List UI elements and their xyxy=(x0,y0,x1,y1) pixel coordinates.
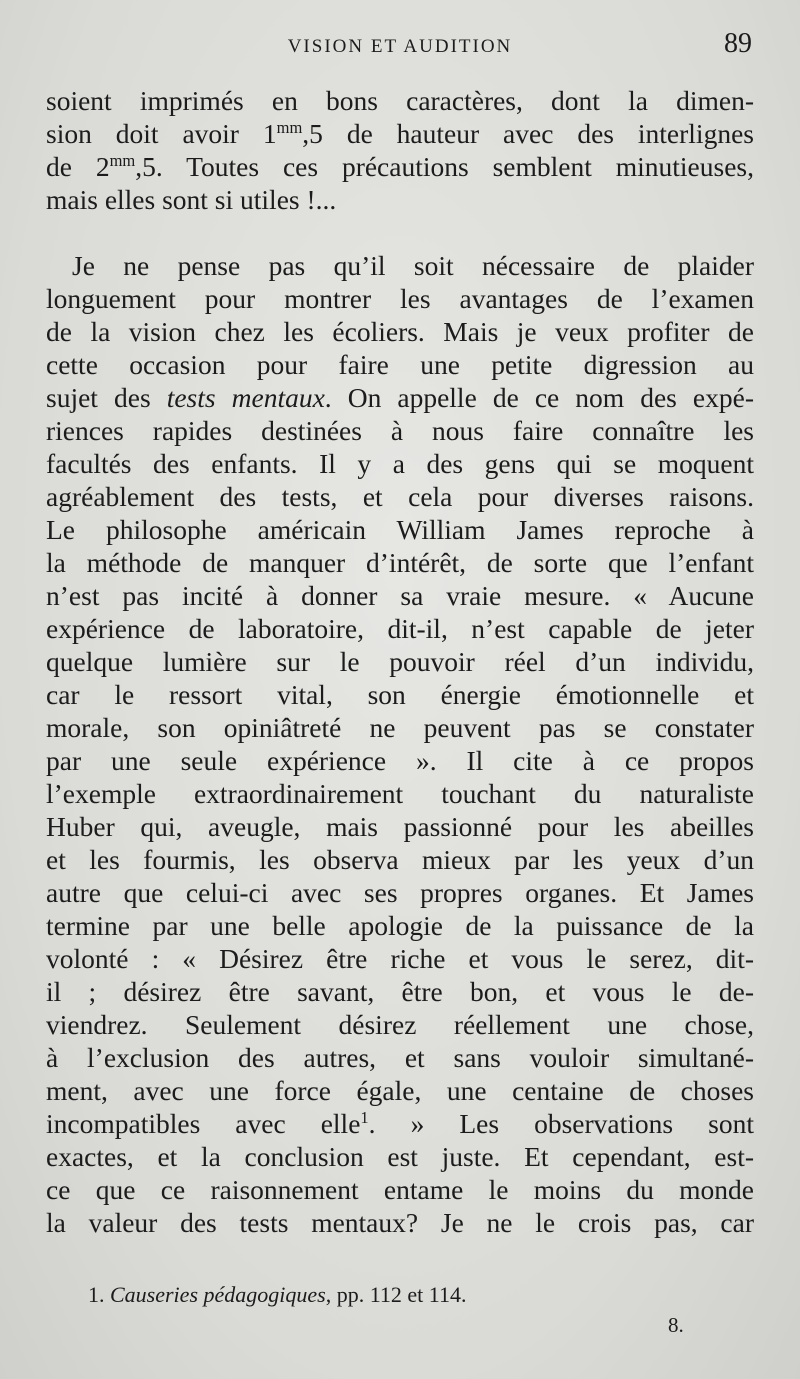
text-line: incompatibles avec elle$^1$. » Les observations sont xyxy=(46,1108,754,1139)
text-line: à l’exclusion des autres, et sans vouloir simultané- xyxy=(46,1042,754,1073)
text-line: soient imprimés en bons caractères, dont la dimen- xyxy=(46,85,754,116)
text-line: exactes, et la conclusion est juste. Et cependant, est- xyxy=(46,1141,754,1172)
text-line: de $2^{mm},5$. Toutes ces précautions semblent minutieuses, xyxy=(46,151,754,182)
text-line: agréablement des tests, et cela pour diverses raisons. xyxy=(46,481,754,512)
text-line: facultés des enfants. Il y a des gens qui se moquent xyxy=(46,448,754,479)
page-header xyxy=(46,28,754,64)
text-line: Je ne pense pas qu’il soit nécessaire de plaider xyxy=(72,250,754,281)
text-line: la valeur des tests mentaux? Je ne le crois pas, car xyxy=(46,1207,754,1238)
text-line: Le philosophe américain William James reproche à xyxy=(46,514,754,545)
footnote: 1. Causeries pédagogiques, pp. 112 et 114. xyxy=(88,1282,467,1307)
text-line: ment, avec une force égale, une centaine de choses xyxy=(46,1075,754,1106)
body-text xyxy=(46,84,754,1239)
text-line: autre que celui-ci avec ses propres organes. Et James xyxy=(46,877,754,908)
paragraph-gap xyxy=(46,216,754,249)
running-head: VISION ET AUDITION xyxy=(287,36,513,57)
text-line: volonté : « Désirez être riche et vous le serez, dit- xyxy=(46,943,754,974)
text-line: l’exemple extraordinairement touchant du naturaliste xyxy=(46,778,754,809)
text-line: sion doit avoir $1^{mm},5$ de hauteur avec des interlignes xyxy=(46,118,754,149)
text-line: n’est pas incité à donner sa vraie mesure. « Aucune xyxy=(46,580,754,611)
text-line: ce que ce raisonnement entame le moins du monde xyxy=(46,1174,754,1205)
signature-mark: 8. xyxy=(668,1313,684,1337)
text-line: par une seule expérience ». Il cite à ce propos xyxy=(46,745,754,776)
text-line: il ; désirez être savant, être bon, et vous le de- xyxy=(46,976,754,1007)
text-line: cette occasion pour faire une petite digression au xyxy=(46,349,754,380)
text-line: la méthode de manquer d’intérêt, de sorte que l’enfant xyxy=(46,547,754,578)
text-line: Huber qui, aveugle, mais passionné pour les abeilles xyxy=(46,811,754,842)
text-line: viendrez. Seulement désirez réellement une chose, xyxy=(46,1009,754,1040)
text-line: termine par une belle apologie de la puissance de la xyxy=(46,910,754,941)
text-line: de la vision chez les écoliers. Mais je veux profiter de xyxy=(46,316,754,347)
text-line: longuement pour montrer les avantages de l’examen xyxy=(46,283,754,314)
text-line: mais elles sont si utiles !... xyxy=(46,184,337,215)
page-number: 89 xyxy=(724,28,752,59)
text-line: sujet des tests mentaux. On appelle de ce nom des expé- xyxy=(46,382,754,413)
text-line: expérience de laboratoire, dit-il, n’est capable de jeter xyxy=(46,613,754,644)
text-line: quelque lumière sur le pouvoir réel d’un individu, xyxy=(46,646,754,677)
text-line: riences rapides destinées à nous faire connaître les xyxy=(46,415,754,446)
text-line: car le ressort vital, son énergie émotionnelle et xyxy=(46,679,754,710)
text-line: et les fourmis, les observa mieux par les yeux d’un xyxy=(46,844,754,875)
text-line: morale, son opiniâtreté ne peuvent pas se constater xyxy=(46,712,754,743)
